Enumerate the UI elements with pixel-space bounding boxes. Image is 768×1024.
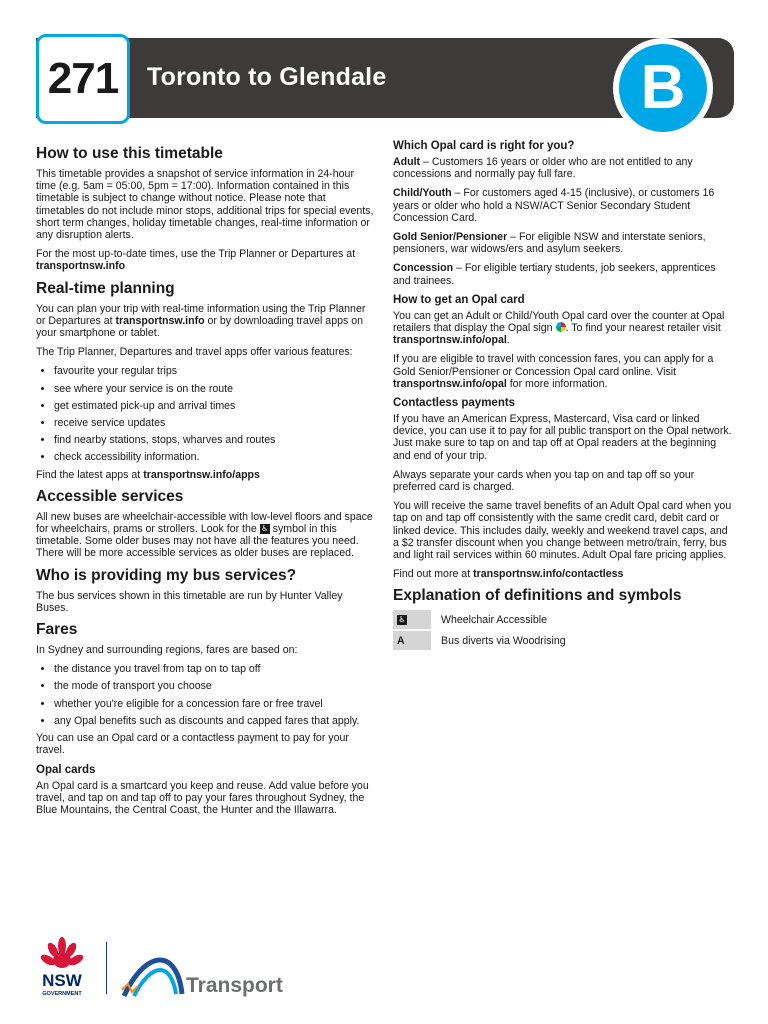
link-transportnsw[interactable]: transportnsw.info — [115, 314, 205, 327]
contactless-paragraph-3: You will receive the same travel benefits of an Adult Opal card when you tap on and tap off consistently with the same credit card, debit card or linked device. This includes daily, weekly and weekend travel caps, and a $2 transfer discount when you change between metro/train, ferry, bus and light rail services within 60 minutes. Adult Opal fare pricing applies. — [393, 500, 732, 562]
list-item: • any Opal benefits such as discounts and capped fares that apply. — [54, 715, 374, 727]
section-provider — [36, 567, 374, 614]
section-fares — [36, 621, 374, 756]
mode-letter: B — [640, 53, 686, 122]
heading-accessible: Accessible services — [36, 487, 184, 505]
gold-label: Gold Senior/Pensioner — [393, 231, 508, 244]
contactless-paragraph-4 — [393, 568, 736, 580]
section-how-to-use — [36, 145, 374, 273]
realtime-feature-list — [36, 365, 374, 463]
section-realtime — [36, 280, 374, 481]
text: – For eligible tertiary students, job seekers, apprentices and trainees. — [393, 262, 716, 287]
list-item: • receive service updates — [54, 417, 374, 429]
transport-logo-icon — [120, 954, 186, 998]
list-item: • whether you're eligible for a concession fare or free travel — [54, 698, 374, 710]
wheelchair-icon: ♿ — [398, 615, 406, 625]
symbols-table — [393, 610, 566, 652]
list-item: • the mode of transport you choose — [54, 680, 374, 692]
fares-paragraph-2: You can use an Opal card or a contactless payment to pay for your travel. — [36, 732, 349, 757]
text: All new buses are wheelchair-accessible with low-level floors and space for wheelchairs, prams or strollers. Look for the — [36, 510, 373, 536]
text: For the most up-to-date times, use the Trip Planner or Departures at — [36, 248, 356, 261]
opal-sign-icon — [556, 322, 566, 332]
symbol-description: Wheelchair Accessible — [441, 614, 547, 627]
heading-realtime: Real-time planning — [36, 279, 175, 297]
text: Find the latest apps at — [36, 468, 144, 481]
gold-paragraph — [393, 231, 736, 255]
table-row — [393, 610, 566, 630]
government-text: GOVERNMENT — [42, 991, 82, 997]
text: symbol in this timetable. Some older buses may not have all the features you need. There will be more accessible services as older buses are replaced. — [36, 523, 359, 560]
mode-badge-inner — [619, 44, 707, 132]
symbol-description: Bus diverts via Woodrising — [441, 634, 566, 647]
list-item: • see where your service is on the route — [54, 383, 374, 395]
list-item: • find nearby stations, stops, wharves and routes — [54, 434, 374, 446]
heading-opal-cards: Opal cards — [36, 763, 96, 776]
concession-label: Concession — [393, 262, 454, 275]
text: . To find your nearest retailer visit — [565, 322, 721, 335]
nsw-government-logo — [36, 936, 98, 1000]
fares-list — [36, 663, 374, 727]
section-which-opal — [393, 140, 736, 287]
heading-fares: Fares — [36, 621, 78, 639]
heading-how-to-use: How to use this timetable — [36, 145, 223, 162]
link-transportnsw[interactable]: transportnsw.info — [36, 260, 126, 273]
symbol-cell: A — [393, 630, 431, 651]
how-to-use-paragraph-2 — [36, 248, 374, 272]
heading-get-opal: How to get an Opal card — [393, 293, 525, 306]
table-row — [393, 630, 566, 651]
route-number: 271 — [47, 54, 119, 103]
contactless-paragraph-1: If you have an American Express, Mastercard, Visa card or linked device, you can use it to pay for all public transport on the Opal network. Just make sure to tap on and tap off at Opal readers at the beginning and end of your trip. — [393, 413, 732, 462]
text: If you are eligible to travel with concession fares, you can apply for a Gold Senior/Pensioner or Concession Opal card online. Visit — [393, 353, 714, 378]
concession-paragraph — [393, 262, 736, 286]
get-opal-paragraph-2 — [393, 353, 736, 390]
link-opal[interactable]: transportnsw.info/opal — [393, 334, 507, 347]
list-item: • favourite your regular trips — [54, 365, 374, 377]
heading-which-opal: Which Opal card is right for you? — [393, 140, 575, 152]
text: . — [506, 334, 510, 347]
logo-divider — [106, 942, 107, 994]
wheelchair-icon: ♿ — [261, 524, 269, 534]
heading-contactless: Contactless payments — [393, 397, 516, 410]
right-column — [393, 140, 736, 658]
adult-label: Adult — [393, 156, 421, 168]
section-get-opal — [393, 294, 736, 390]
link-apps[interactable]: transportnsw.info/apps — [143, 468, 260, 481]
route-title: Toronto to Glendale — [147, 63, 387, 91]
section-opal-cards — [36, 764, 374, 817]
list-item: • get estimated pick-up and arrival times — [54, 400, 374, 412]
list-item: • check accessibility information. — [54, 451, 374, 463]
text: – Customers 16 years or older who are not entitled to any concessions and normally pay full fare. — [393, 156, 693, 181]
adult-paragraph — [393, 156, 736, 180]
left-column — [36, 140, 374, 823]
route-number-box — [36, 34, 130, 124]
section-symbols — [393, 587, 736, 652]
fares-paragraph-1: In Sydney and surrounding regions, fares are based on: — [36, 644, 298, 657]
how-to-use-paragraph-1: This timetable provides a snapshot of service information in 24-hour time (e.g. 5am = 05:00, 5pm = 17:00). Information contained in this timetable is subject to change without notice. Please note that timetables do not include minor stops, additional trips for special events, short term changes, holiday timetable changes, real-time information or any disruption alerts. — [36, 168, 374, 242]
nsw-text: NSW — [42, 971, 82, 990]
footer-logos — [36, 936, 306, 1000]
contactless-paragraph-2: Always separate your cards when you tap on and tap off so your preferred card is charged. — [393, 468, 695, 494]
list-item: • the distance you travel from tap on to tap off — [54, 663, 374, 675]
text: – For customers aged 4-15 (inclusive), or customers 16 years or older who hold a NSW/ACT Senior Secondary Student Concession Card. — [393, 187, 715, 224]
section-contactless — [393, 397, 736, 580]
text: – For eligible NSW and interstate seniors, pensioners, war widows/ers and asylum seekers. — [393, 231, 706, 256]
realtime-paragraph-3 — [36, 469, 374, 481]
link-opal[interactable]: transportnsw.info/opal — [393, 377, 507, 390]
heading-provider: Who is providing my bus services? — [36, 566, 297, 584]
get-opal-paragraph-1 — [393, 310, 736, 347]
link-contactless[interactable]: transportnsw.info/contactless — [473, 568, 624, 581]
heading-symbols: Explanation of definitions and symbols — [393, 587, 682, 605]
child-label: Child/Youth — [393, 187, 452, 200]
realtime-paragraph-1 — [36, 303, 374, 340]
symbol-cell — [393, 610, 431, 630]
section-accessible — [36, 488, 374, 560]
opal-cards-paragraph: An Opal card is a smartcard you keep and reuse. Add value before you travel, and tap on and tap off to pay your fares throughout Sydney, the Blue Mountains, the Central Coast, the Hunter and the Illawarra. — [36, 779, 369, 816]
text: or by downloading travel apps on your smartphone or tablet. — [36, 314, 363, 340]
provider-paragraph: The bus services shown in this timetable are run by Hunter Valley Buses. — [36, 589, 343, 614]
accessible-paragraph — [36, 511, 374, 560]
text: Find out more at — [393, 568, 474, 581]
mode-badge — [613, 38, 713, 138]
child-paragraph — [393, 187, 736, 224]
realtime-paragraph-2: The Trip Planner, Departures and travel apps offer various features: — [36, 346, 353, 359]
transport-text: Transport — [186, 974, 283, 997]
text: You can get an Adult or Child/Youth Opal card over the counter at Opal retailers that display the Opal sign — [393, 309, 725, 335]
text: for more information. — [506, 377, 608, 390]
text: You can plan your trip with real-time information using the Trip Planner or Departures at — [36, 302, 366, 327]
